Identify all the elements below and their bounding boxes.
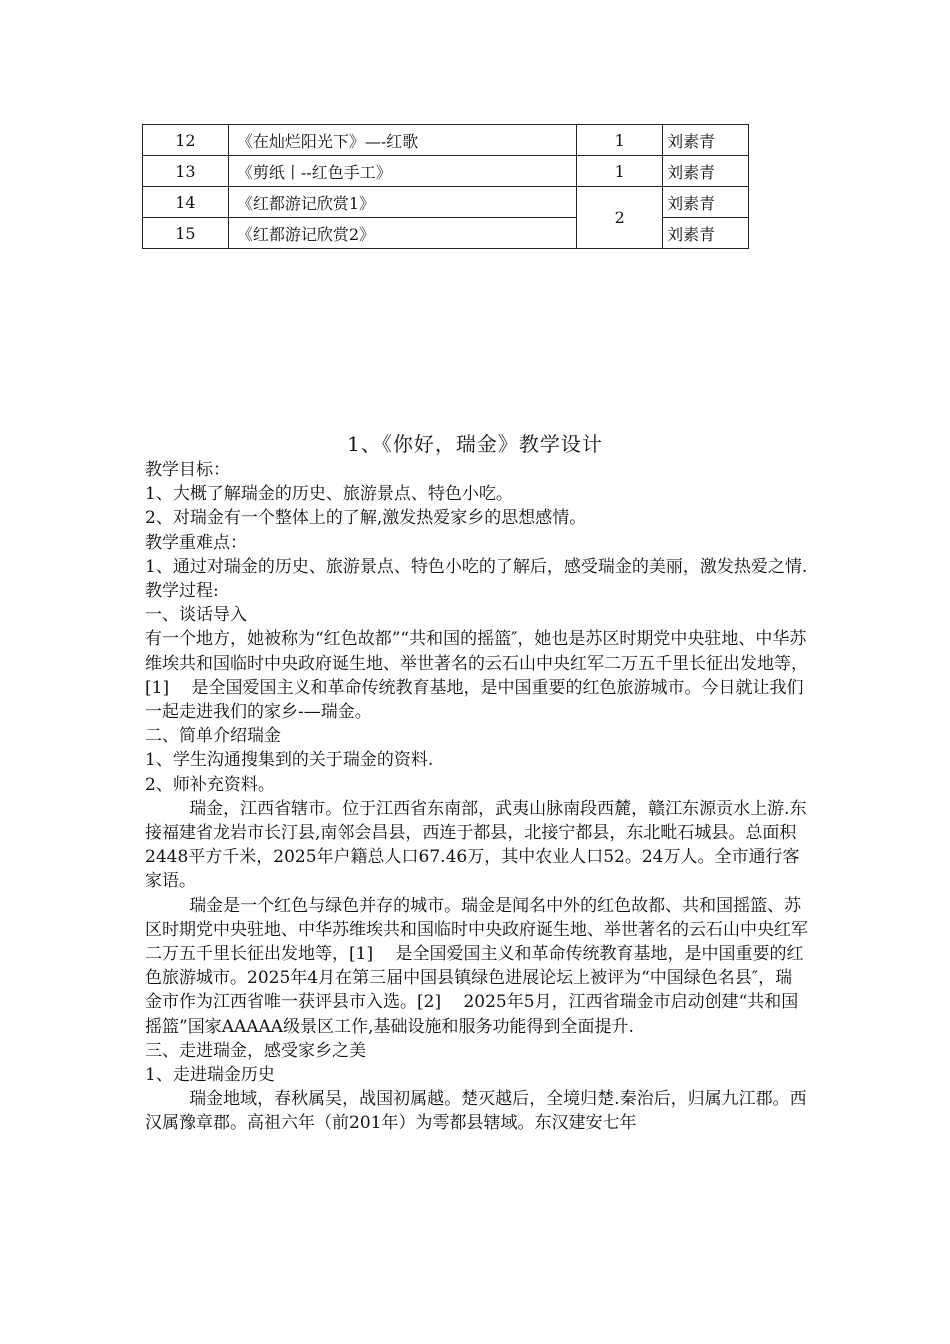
table-row <box>143 187 749 218</box>
lesson-hours: 2 <box>577 187 663 249</box>
section-heading: 教学重难点： <box>145 532 247 553</box>
table-row <box>143 156 749 187</box>
lesson-title: 《红都游记欣赏2》 <box>228 218 576 249</box>
body-text: 有一个地方，她被称为“红色故都”“共和国的摇篮″，她也是苏区时期党中央驻地、中华苏维埃共和国临时中央政府诞生地、举世著名的云石山中央红军二万五千里长征出发地等，[1] 是全国爱国主义和革命传统教育基地，是中国重要的红色旅游城市。今日就让我们一起走进我们的家乡-—瑞金。 <box>145 629 808 723</box>
body-text: 2、师补充资料。 <box>145 774 275 795</box>
body-paragraph: 瑞金，江西省辖市。位于江西省东南部，武夷山脉南段西麓，赣江东源贡水上游.东接福建省龙岩市长汀县,南邻会昌县，西连于都县，北接宁都县，东北毗石城县。总面积2448平方千米，2025年户籍总人口67.46万，其中农业人口52。24万人。全市通行客家语。 <box>145 798 807 892</box>
table-row <box>143 125 749 156</box>
schedule-table <box>142 124 749 249</box>
document-body <box>145 458 809 1136</box>
body-text: 1、大概了解瑞金的历史、旅游景点、特色小吃。 <box>145 484 513 505</box>
lesson-title: 《剪纸丨--红色手工》 <box>228 156 576 187</box>
body-text: 1、通过对瑞金的历史、旅游景点、特色小吃的了解后，感受瑞金的美丽，激发热爱之情. <box>145 556 808 577</box>
teacher-name: 刘素青 <box>663 218 749 249</box>
section-heading: 二、简单介绍瑞金 <box>145 726 281 747</box>
lesson-hours: 1 <box>577 156 663 187</box>
teacher-name: 刘素青 <box>663 125 749 156</box>
teacher-name: 刘素青 <box>663 187 749 218</box>
teacher-name: 刘素青 <box>663 156 749 187</box>
body-text: 1、学生沟通搜集到的关于瑞金的资料. <box>145 750 434 771</box>
body-paragraph: 瑞金地域，春秋属吴，战国初属越。楚灭越后，全境归楚.秦治后，归属九江郡。西汉属豫章郡。高祖六年（前201年）为雩都县辖域。东汉建安七年 <box>145 1089 807 1134</box>
lesson-title: 《在灿烂阳光下》—-红歌 <box>228 125 576 156</box>
section-heading: 一、谈话导入 <box>145 605 247 626</box>
body-paragraph: 瑞金是一个红色与绿色并存的城市。瑞金是闻名中外的红色故都、共和国摇篮、苏区时期党中央驻地、中华苏维埃共和国临时中央政府诞生地、举世著名的云石山中央红军二万五千里长征出发地等，[1] 是全国爱国主义和革命传统教育基地，是中国重要的红色旅游城市。2025年4月在第三届中国县镇绿色进展论坛上被评为“中国绿色名县″，瑞金市作为江西省唯一获评县市入选。[2] 2025年5月，江西省瑞金市启动创建“共和国摇篮”国家AAAAA级景区工作,基础设施和服务功能得到全面提升. <box>145 895 808 1037</box>
row-number: 14 <box>143 187 229 218</box>
section-heading: 教学目标： <box>145 460 230 480</box>
section-heading: 教学过程: <box>145 581 219 602</box>
document-title: 1、《你好，瑞金》教学设计 <box>347 432 603 456</box>
body-text: 1、走进瑞金历史 <box>145 1065 275 1086</box>
row-number: 13 <box>143 156 229 187</box>
body-text: 2、对瑞金有一个整体上的了解,激发热爱家乡的思想感情。 <box>145 508 587 529</box>
lesson-title: 《红都游记欣赏1》 <box>228 187 576 218</box>
section-heading: 三、走进瑞金，感受家乡之美 <box>145 1040 366 1061</box>
lesson-hours: 1 <box>577 125 663 156</box>
row-number: 12 <box>143 125 229 156</box>
row-number: 15 <box>143 218 229 249</box>
